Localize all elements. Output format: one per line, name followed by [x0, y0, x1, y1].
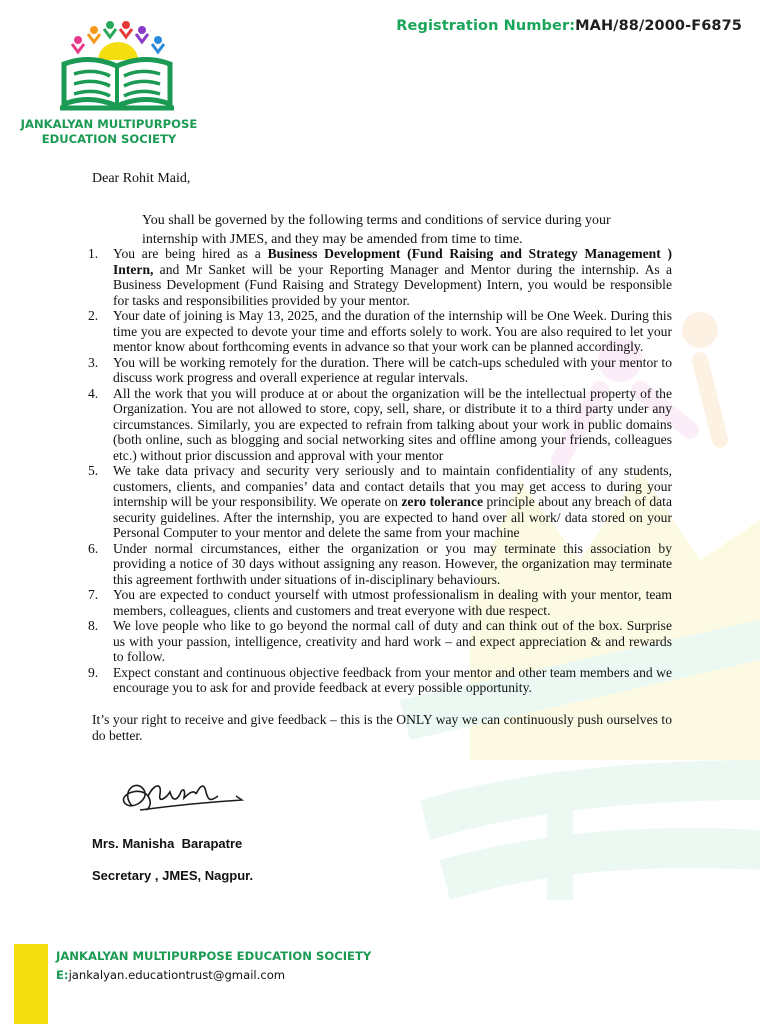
term-number: 7. [88, 587, 99, 602]
term-item [88, 354, 672, 386]
term-item [88, 308, 672, 355]
open-book-logo-icon [58, 20, 176, 116]
terms-list [88, 246, 672, 696]
footer-accent-bar [14, 944, 48, 1024]
term-number: 8. [88, 618, 99, 633]
signature-icon [110, 772, 250, 824]
term-number: 1. [88, 246, 99, 261]
term-number: 4. [88, 385, 99, 401]
organization-name [18, 117, 200, 147]
closing-paragraph: It’s your right to receive and give feedback – this is the ONLY way we can continuously push ourselves to do better. [92, 712, 672, 743]
footer-email [56, 968, 285, 982]
term-text-continued: principle about any breach of data security guidelines. After the internship, you are expected to hand over all work/ data stored on your Personal Computer to your mentor and delete the same from your machine [113, 494, 672, 540]
term-item [88, 385, 672, 464]
term-text: We take data privacy and security very seriously and to maintain confidentiality of any students, customers, clients, and companies’ data and contact details that you may get access to during your internship will be your responsibility. We operate on [113, 463, 672, 509]
term-text: We love people who like to go beyond the normal call of duty and can think out of the box. Surprise us with your passion, intelligence, creativity and hard work – and expect appreciation & and rewards to follow. [113, 618, 672, 664]
term-number: 6. [88, 540, 99, 556]
intro-paragraph: You shall be governed by the following terms and conditions of service during your internship with JMES, and they may be amended from time to time. [142, 213, 611, 247]
signer-title: Secretary , JMES, Nagpur. [92, 868, 254, 883]
term-item [88, 246, 672, 308]
term-item [88, 664, 672, 696]
footer-email-label: E: [56, 968, 69, 982]
term-number: 2. [88, 308, 99, 323]
registration-label: Registration Number: [396, 18, 576, 34]
term-text: You are being hired as a [113, 246, 268, 261]
organization-name-line1: JANKALYAN MULTIPURPOSE [20, 117, 198, 131]
footer-organization-name: JANKALYAN MULTIPURPOSE EDUCATION SOCIETY [56, 949, 372, 963]
salutation: Dear Rohit Maid, [92, 171, 191, 186]
term-number: 3. [88, 354, 99, 370]
registration-value: MAH/88/2000-F6875 [575, 18, 742, 34]
term-text: Expect constant and continuous objective feedback from your mentor and other team members and we encourage you to ask for and provide feedback at every possible opportunity. [113, 664, 672, 695]
term-item [88, 540, 672, 588]
term-item [88, 587, 672, 618]
footer-email-address[interactable]: jankalyan.educationtrust@gmail.com [68, 968, 286, 982]
term-bold-text: zero tolerance [401, 494, 484, 509]
term-bold-text: Business Development (Fund Raising and Strategy Management ) Intern, [113, 246, 672, 277]
term-text-continued: and Mr Sanket will be your Reporting Manager and Mentor during the internship. As a Business Development (Fund Raising and Strategy Development) Intern, you would be responsible for tasks and responsibilities provided by your mentor. [113, 261, 672, 308]
term-text: All the work that you will produce at or about the organization will be the intellectual property of the Organization. You are not allowed to store, copy, sell, share, or distribute it to a third party under any circumstances. Similarly, you are expected to refrain from talking about your work in public domains (both online, such as blogging and social networking sites and offline among your friends, colleagues etc.) without prior discussion and approval with your mentor [113, 385, 672, 463]
organization-name-line2: EDUCATION SOCIETY [41, 132, 177, 146]
term-item [88, 618, 672, 665]
term-text: Your date of joining is May 13, 2025, and the duration of the internship will be One Week. During this time you are expected to devote your time and efforts solely to work. You are also required to let your mentor know about forthcoming events in advance so that your work can be planned accordingly. [113, 308, 672, 354]
signer-name: Mrs. Manisha Barapatre [92, 836, 243, 851]
registration-number [396, 18, 742, 34]
term-text: You are expected to conduct yourself with utmost professionalism in dealing with your mentor, team members, colleagues, clients and customers and treat everyone with due respect. [113, 587, 672, 618]
term-text: Under normal circumstances, either the organization or you may terminate this association by providing a notice of 30 days without assigning any reason. However, the organization may terminate this agreement forthwith under situations of in-disciplinary behaviours. [113, 540, 672, 587]
term-item [88, 463, 672, 541]
term-text: You will be working remotely for the duration. There will be catch-ups scheduled with your mentor to discuss work progress and overall experience at regular intervals. [113, 354, 672, 385]
term-number: 5. [88, 463, 99, 478]
term-number: 9. [88, 664, 99, 680]
